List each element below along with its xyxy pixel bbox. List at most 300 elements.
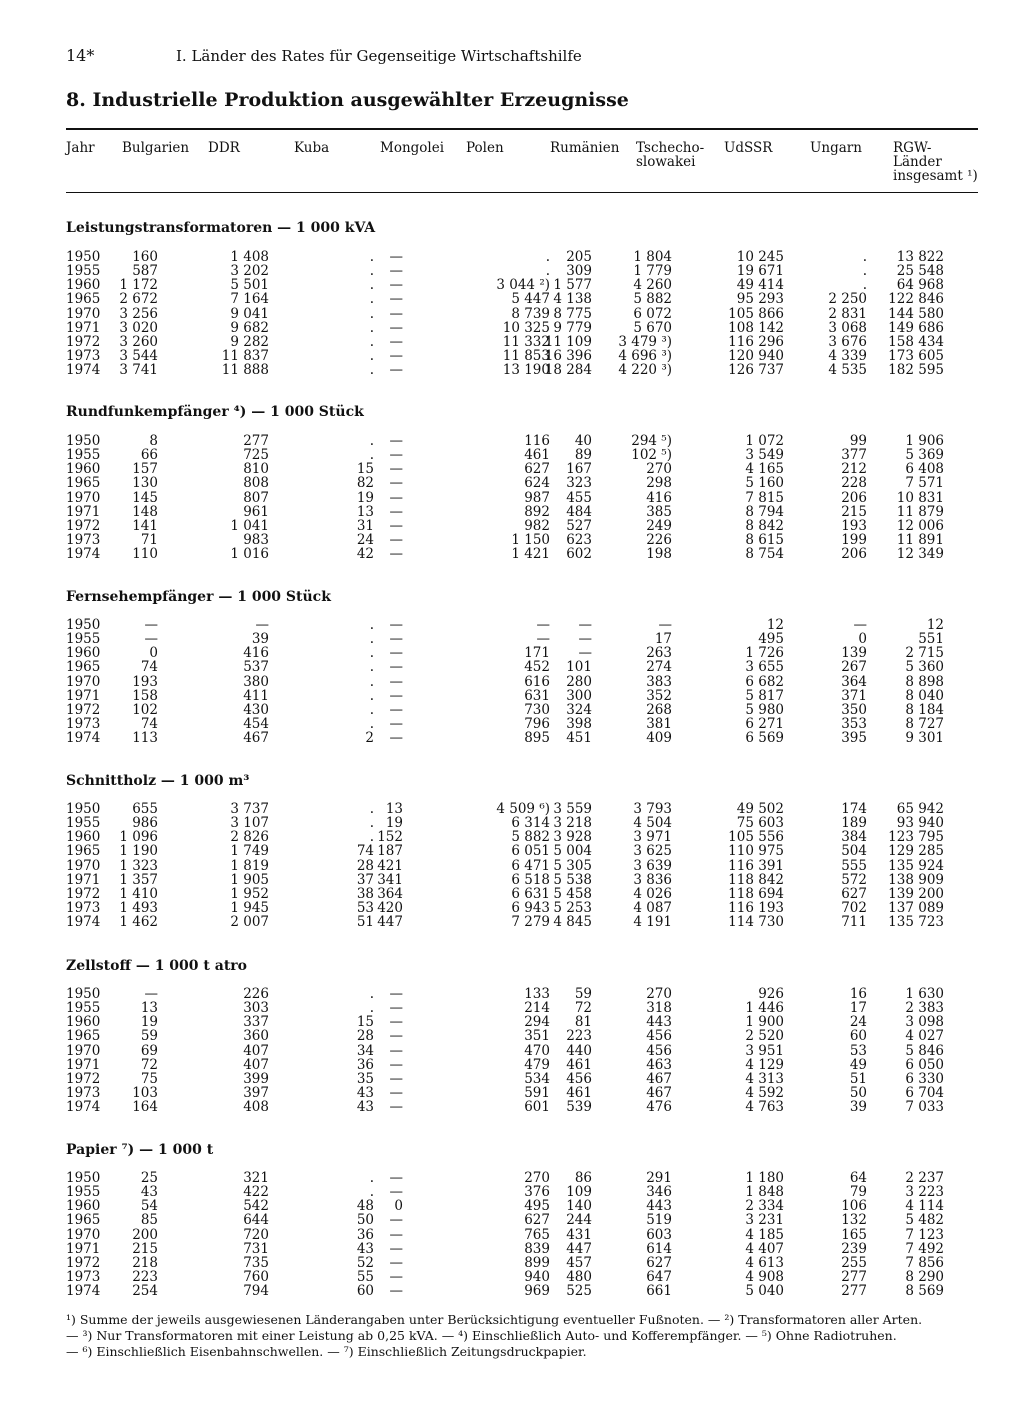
value-cell: 409 xyxy=(646,730,672,747)
value-cell: 416 xyxy=(243,645,269,662)
value-cell: 380 xyxy=(243,673,269,690)
table-row xyxy=(66,816,978,830)
value-cell: 551 xyxy=(918,631,944,648)
value-cell: 75 603 xyxy=(736,815,784,832)
value-cell: 5 882 xyxy=(511,829,550,846)
value-cell: 206 xyxy=(841,546,867,563)
value-cell: 4 220 ³) xyxy=(618,362,672,379)
value-cell: 129 285 xyxy=(888,843,944,860)
value-cell: 277 xyxy=(243,433,269,449)
value-cell: 6 682 xyxy=(745,673,784,690)
value-cell: 13 190 xyxy=(502,362,550,379)
value-cell: 461 xyxy=(566,1056,592,1073)
value-cell: 6 631 xyxy=(511,885,550,902)
value-cell: 395 xyxy=(841,730,867,747)
value-cell: 3 741 xyxy=(119,362,158,379)
value-cell: — xyxy=(389,1028,403,1045)
year-cell: 1970 xyxy=(66,305,101,322)
value-cell: 484 xyxy=(566,503,592,520)
value-cell: 467 xyxy=(243,730,269,747)
value-cell: 6 330 xyxy=(905,1070,944,1087)
value-cell: . xyxy=(369,986,374,1002)
value-cell: . xyxy=(369,333,374,350)
value-cell: 603 xyxy=(646,1226,672,1243)
value-cell: 140 xyxy=(566,1198,592,1215)
value-cell: 899 xyxy=(524,1254,550,1271)
value-cell: 399 xyxy=(243,1070,269,1087)
value-cell: 5 817 xyxy=(745,687,784,704)
value-cell: 102 xyxy=(132,701,158,718)
value-cell: 189 xyxy=(841,815,867,832)
value-cell: 7 279 xyxy=(511,914,550,931)
section-title: Papier ⁷) — 1 000 t xyxy=(66,1142,214,1158)
value-cell: 157 xyxy=(132,461,158,478)
value-cell: 303 xyxy=(243,1000,269,1017)
value-cell: 5 040 xyxy=(745,1283,784,1300)
value-cell: 1 906 xyxy=(905,433,944,449)
value-cell: 3 639 xyxy=(633,857,672,874)
value-cell: 294 xyxy=(524,1014,550,1031)
value-cell: — xyxy=(389,1170,403,1186)
value-cell: 731 xyxy=(243,1240,269,1257)
value-cell: 2 831 xyxy=(828,305,867,322)
value-cell: 765 xyxy=(524,1226,550,1243)
value-cell: 572 xyxy=(841,871,867,888)
value-cell: 5 253 xyxy=(553,900,592,917)
value-cell: 118 842 xyxy=(728,871,784,888)
value-cell: 38 xyxy=(356,885,374,902)
page-number: 14* xyxy=(66,46,95,65)
value-cell: 118 694 xyxy=(728,885,784,902)
value-cell: 5 160 xyxy=(745,475,784,492)
value-cell: 1 945 xyxy=(230,900,269,917)
value-cell: 542 xyxy=(243,1198,269,1215)
value-cell: 215 xyxy=(132,1240,158,1257)
value-cell: 82 xyxy=(356,475,374,492)
column-header-rumaenien xyxy=(550,141,619,155)
value-cell: . xyxy=(545,249,550,265)
value-cell: 139 xyxy=(841,645,867,662)
value-cell: 2 715 xyxy=(905,645,944,662)
value-cell: — xyxy=(536,631,550,648)
value-cell: 1 172 xyxy=(119,277,158,294)
value-cell: 4 260 xyxy=(633,277,672,294)
year-cell: 1960 xyxy=(66,1014,101,1031)
value-cell: 164 xyxy=(132,1099,158,1116)
value-cell: 2 826 xyxy=(230,829,269,846)
column-header-line: Mongolei xyxy=(380,140,445,156)
value-cell: 12 xyxy=(766,617,784,633)
footnote-line: — ³) Nur Transformatoren mit einer Leistung ab 0,25 kVA. — ⁴) Einschließlich Auto- und Kofferempfänger. — ⁵) Ohne Radiotruhen. xyxy=(66,1328,897,1343)
value-cell: 86 xyxy=(574,1170,592,1186)
value-cell: 2 xyxy=(365,730,374,747)
value-cell: 126 737 xyxy=(728,362,784,379)
value-cell: 456 xyxy=(646,1028,672,1045)
year-cell: 1970 xyxy=(66,489,101,506)
column-header-line: slowakei xyxy=(636,154,696,170)
value-cell: 353 xyxy=(841,716,867,733)
column-header-ungarn xyxy=(810,141,862,155)
value-cell: 255 xyxy=(841,1254,867,1271)
value-cell: 110 xyxy=(132,546,158,563)
value-cell: 102 ⁵) xyxy=(631,447,672,464)
value-cell: 519 xyxy=(646,1212,672,1229)
value-cell: — xyxy=(389,1056,403,1073)
value-cell: 895 xyxy=(524,730,550,747)
value-cell: 318 xyxy=(646,1000,672,1017)
column-header-line: insgesamt ¹) xyxy=(893,168,978,184)
value-cell: 120 940 xyxy=(728,348,784,365)
running-title: I. Länder des Rates für Gegenseitige Wirtschaftshilfe xyxy=(176,47,582,65)
value-cell: 36 xyxy=(356,1226,374,1243)
value-cell: 1 072 xyxy=(745,433,784,449)
value-cell: 18 284 xyxy=(544,362,592,379)
value-cell: 254 xyxy=(132,1283,158,1300)
value-cell: 6 704 xyxy=(905,1085,944,1102)
table-row xyxy=(66,335,978,349)
value-cell: 81 xyxy=(574,1014,592,1031)
column-header-line: Tschecho- xyxy=(636,140,705,156)
year-cell: 1955 xyxy=(66,263,101,280)
value-cell: 456 xyxy=(646,1042,672,1059)
value-cell: 28 xyxy=(356,857,374,874)
value-cell: 114 730 xyxy=(728,914,784,931)
value-cell: 627 xyxy=(841,885,867,902)
value-cell: 54 xyxy=(140,1198,158,1215)
year-cell: 1950 xyxy=(66,249,101,265)
value-cell: 43 xyxy=(140,1184,158,1201)
table-row xyxy=(66,363,978,377)
value-cell: . xyxy=(369,659,374,676)
value-cell: 1 900 xyxy=(745,1014,784,1031)
column-header-kuba xyxy=(294,141,329,155)
value-cell: 627 xyxy=(646,1254,672,1271)
value-cell: 644 xyxy=(243,1212,269,1229)
value-cell: — xyxy=(389,645,403,662)
value-cell: 2 672 xyxy=(119,291,158,308)
value-cell: 1 323 xyxy=(119,857,158,874)
value-cell: 1 848 xyxy=(745,1184,784,1201)
value-cell: 1 905 xyxy=(230,871,269,888)
value-cell: 2 383 xyxy=(905,1000,944,1017)
value-cell: 376 xyxy=(524,1184,550,1201)
year-cell: 1955 xyxy=(66,631,101,648)
value-cell: — xyxy=(389,1070,403,1087)
table-row xyxy=(66,1100,978,1114)
value-cell: 218 xyxy=(132,1254,158,1271)
value-cell: 983 xyxy=(243,532,269,549)
value-cell: 3 068 xyxy=(828,319,867,336)
value-cell: 10 245 xyxy=(736,249,784,265)
value-cell: — xyxy=(389,659,403,676)
value-cell: . xyxy=(369,249,374,265)
year-cell: 1974 xyxy=(66,914,101,931)
value-cell: . xyxy=(369,348,374,365)
value-cell: 223 xyxy=(132,1269,158,1286)
value-cell: 350 xyxy=(841,701,867,718)
value-cell: 451 xyxy=(566,730,592,747)
column-header-line: Bulgarien xyxy=(122,140,190,156)
value-cell: 244 xyxy=(566,1212,592,1229)
footnote-line: — ⁶) Einschließlich Eisenbahnschwellen. — ⁷) Einschließlich Zeitungsdruckpapier. xyxy=(66,1344,587,1359)
value-cell: 504 xyxy=(841,843,867,860)
value-cell: 106 xyxy=(841,1198,867,1215)
value-cell: 3 793 xyxy=(633,801,672,817)
value-cell: — xyxy=(658,617,672,633)
value-cell: 34 xyxy=(356,1042,374,1059)
table-row xyxy=(66,1256,978,1270)
value-cell: 969 xyxy=(524,1283,550,1300)
value-cell: 300 xyxy=(566,687,592,704)
table-row xyxy=(66,1015,978,1029)
table-row xyxy=(66,321,978,335)
value-cell: 381 xyxy=(646,716,672,733)
value-cell: 145 xyxy=(132,489,158,506)
value-cell: — xyxy=(389,1014,403,1031)
value-cell: 525 xyxy=(566,1283,592,1300)
value-cell: 3 951 xyxy=(745,1042,784,1059)
table-row xyxy=(66,901,978,915)
value-cell: 6 569 xyxy=(745,730,784,747)
value-cell: 3 231 xyxy=(745,1212,784,1229)
value-cell: 3 836 xyxy=(633,871,672,888)
value-cell: 13 xyxy=(356,503,374,520)
value-cell: — xyxy=(144,617,158,633)
year-cell: 1974 xyxy=(66,1283,101,1300)
value-cell: . xyxy=(369,319,374,336)
year-cell: 1965 xyxy=(66,1212,101,1229)
value-cell: 467 xyxy=(646,1070,672,1087)
value-cell: 8 739 xyxy=(511,305,550,322)
year-cell: 1974 xyxy=(66,730,101,747)
value-cell: 3 223 xyxy=(905,1184,944,1201)
value-cell: 495 xyxy=(524,1198,550,1215)
value-cell: 341 xyxy=(377,871,403,888)
table-row xyxy=(66,491,978,505)
value-cell: . xyxy=(369,263,374,280)
year-cell: 1971 xyxy=(66,687,101,704)
value-cell: 15 xyxy=(356,1014,374,1031)
table-row xyxy=(66,830,978,844)
value-cell: 3 107 xyxy=(230,815,269,832)
value-cell: 447 xyxy=(566,1240,592,1257)
value-cell: 43 xyxy=(356,1099,374,1116)
value-cell: 467 xyxy=(646,1085,672,1102)
value-cell: 7 856 xyxy=(905,1254,944,1271)
year-cell: 1950 xyxy=(66,801,101,817)
value-cell: 19 xyxy=(356,489,374,506)
table-row xyxy=(66,915,978,929)
value-cell: 1 096 xyxy=(119,829,158,846)
value-cell: 420 xyxy=(377,900,403,917)
value-cell: — xyxy=(389,1000,403,1017)
value-cell: 71 xyxy=(140,532,158,549)
value-cell: 5 360 xyxy=(905,659,944,676)
table-row xyxy=(66,349,978,363)
value-cell: 725 xyxy=(243,447,269,464)
value-cell: 4 504 xyxy=(633,815,672,832)
value-cell: 4 845 xyxy=(553,914,592,931)
table-row xyxy=(66,646,978,660)
value-cell: — xyxy=(853,617,867,633)
year-cell: 1950 xyxy=(66,986,101,1002)
value-cell: 591 xyxy=(524,1085,550,1102)
value-cell: 1 446 xyxy=(745,1000,784,1017)
value-cell: 49 414 xyxy=(736,277,784,294)
value-cell: 3 260 xyxy=(119,333,158,350)
value-cell: 810 xyxy=(243,461,269,478)
value-cell: 5 538 xyxy=(553,871,592,888)
year-cell: 1965 xyxy=(66,1028,101,1045)
value-cell: 1 462 xyxy=(119,914,158,931)
value-cell: 19 xyxy=(140,1014,158,1031)
value-cell: . xyxy=(369,645,374,662)
value-cell: 53 xyxy=(849,1042,867,1059)
value-cell: 28 xyxy=(356,1028,374,1045)
year-cell: 1965 xyxy=(66,659,101,676)
value-cell: 51 xyxy=(849,1070,867,1087)
value-cell: 4 313 xyxy=(745,1070,784,1087)
value-cell: 59 xyxy=(140,1028,158,1045)
year-cell: 1970 xyxy=(66,673,101,690)
value-cell: 5 882 xyxy=(633,291,672,308)
table-row xyxy=(66,1199,978,1213)
value-cell: 7 815 xyxy=(745,489,784,506)
value-cell: 5 846 xyxy=(905,1042,944,1059)
year-cell: 1974 xyxy=(66,546,101,563)
value-cell: 277 xyxy=(841,1283,867,1300)
value-cell: . xyxy=(862,249,867,265)
table-title: 8. Industrielle Produktion ausgewählter Erzeugnisse xyxy=(66,89,629,111)
value-cell: 720 xyxy=(243,1226,269,1243)
value-cell: 7 571 xyxy=(905,475,944,492)
value-cell: . xyxy=(862,277,867,294)
value-cell: 49 502 xyxy=(736,801,784,817)
value-cell: 1 804 xyxy=(633,249,672,265)
value-cell: 407 xyxy=(243,1042,269,1059)
value-cell: 173 605 xyxy=(888,348,944,365)
value-cell: 43 xyxy=(356,1240,374,1257)
value-cell: 11 332 xyxy=(502,333,550,350)
year-cell: 1972 xyxy=(66,517,101,534)
value-cell: 796 xyxy=(524,716,550,733)
value-cell: 133 xyxy=(524,986,550,1002)
year-cell: 1965 xyxy=(66,291,101,308)
value-cell: 3 625 xyxy=(633,843,672,860)
column-header-line: Ungarn xyxy=(810,140,862,156)
value-cell: 647 xyxy=(646,1269,672,1286)
value-cell: 8 842 xyxy=(745,517,784,534)
table-row xyxy=(66,1284,978,1298)
value-cell: 8 775 xyxy=(553,305,592,322)
value-cell: 137 089 xyxy=(888,900,944,917)
value-cell: 324 xyxy=(566,701,592,718)
value-cell: — xyxy=(389,503,403,520)
value-cell: 11 109 xyxy=(544,333,592,350)
value-cell: 1 357 xyxy=(119,871,158,888)
value-cell: 270 xyxy=(524,1170,550,1186)
section-title: Zellstoff — 1 000 t atro xyxy=(66,958,247,974)
value-cell: 17 xyxy=(654,631,672,648)
section-title: Leistungstransformatoren — 1 000 kVA xyxy=(66,220,376,236)
table-row xyxy=(66,675,978,689)
table-row xyxy=(66,717,978,731)
value-cell: — xyxy=(389,701,403,718)
value-cell: 6 050 xyxy=(905,1056,944,1073)
value-cell: 141 xyxy=(132,517,158,534)
value-cell: 3 218 xyxy=(553,815,592,832)
table-row xyxy=(66,1228,978,1242)
year-cell: 1971 xyxy=(66,503,101,520)
table-row xyxy=(66,505,978,519)
value-cell: . xyxy=(369,433,374,449)
value-cell: 8 040 xyxy=(905,687,944,704)
value-cell: — xyxy=(389,631,403,648)
value-cell: 199 xyxy=(841,532,867,549)
value-cell: 226 xyxy=(243,986,269,1002)
value-cell: 961 xyxy=(243,503,269,520)
table-row xyxy=(66,731,978,745)
value-cell: 55 xyxy=(356,1269,374,1286)
table-row xyxy=(66,462,978,476)
value-cell: — xyxy=(389,447,403,464)
value-cell: 4 509 ⁶) xyxy=(496,801,550,817)
value-cell: 291 xyxy=(646,1170,672,1186)
value-cell: 3 044 ²) xyxy=(496,277,550,294)
value-cell: 0 xyxy=(858,631,867,648)
value-cell: 1 150 xyxy=(511,532,550,549)
value-cell: 5 501 xyxy=(230,277,269,294)
table-row xyxy=(66,887,978,901)
table-row xyxy=(66,264,978,278)
table-row xyxy=(66,307,978,321)
value-cell: — xyxy=(578,645,592,662)
value-cell: 1 819 xyxy=(230,857,269,874)
year-cell: 1965 xyxy=(66,475,101,492)
value-cell: 85 xyxy=(140,1212,158,1229)
value-cell: 59 xyxy=(574,986,592,1002)
value-cell: . xyxy=(369,291,374,308)
value-cell: — xyxy=(389,475,403,492)
value-cell: 109 xyxy=(566,1184,592,1201)
value-cell: 7 164 xyxy=(230,291,269,308)
value-cell: . xyxy=(369,362,374,379)
value-cell: — xyxy=(389,249,403,265)
value-cell: 601 xyxy=(524,1099,550,1116)
value-cell: . xyxy=(369,815,374,832)
value-cell: 385 xyxy=(646,503,672,520)
table-row xyxy=(66,844,978,858)
value-cell: 270 xyxy=(646,986,672,1002)
value-cell: 527 xyxy=(566,517,592,534)
value-cell: — xyxy=(389,461,403,478)
column-header-line: Kuba xyxy=(294,140,330,156)
year-cell: 1960 xyxy=(66,1198,101,1215)
value-cell: 158 xyxy=(132,687,158,704)
value-cell: 6 051 xyxy=(511,843,550,860)
value-cell: 602 xyxy=(566,546,592,563)
value-cell: 1 952 xyxy=(230,885,269,902)
value-cell: 8 615 xyxy=(745,532,784,549)
column-header-line: Länder xyxy=(893,154,942,170)
value-cell: 12 349 xyxy=(896,546,944,563)
value-cell: 371 xyxy=(841,687,867,704)
value-cell: 377 xyxy=(841,447,867,464)
value-cell: 2 007 xyxy=(230,914,269,931)
value-cell: 36 xyxy=(356,1056,374,1073)
value-cell: 6 314 xyxy=(511,815,550,832)
table-row xyxy=(66,618,978,632)
